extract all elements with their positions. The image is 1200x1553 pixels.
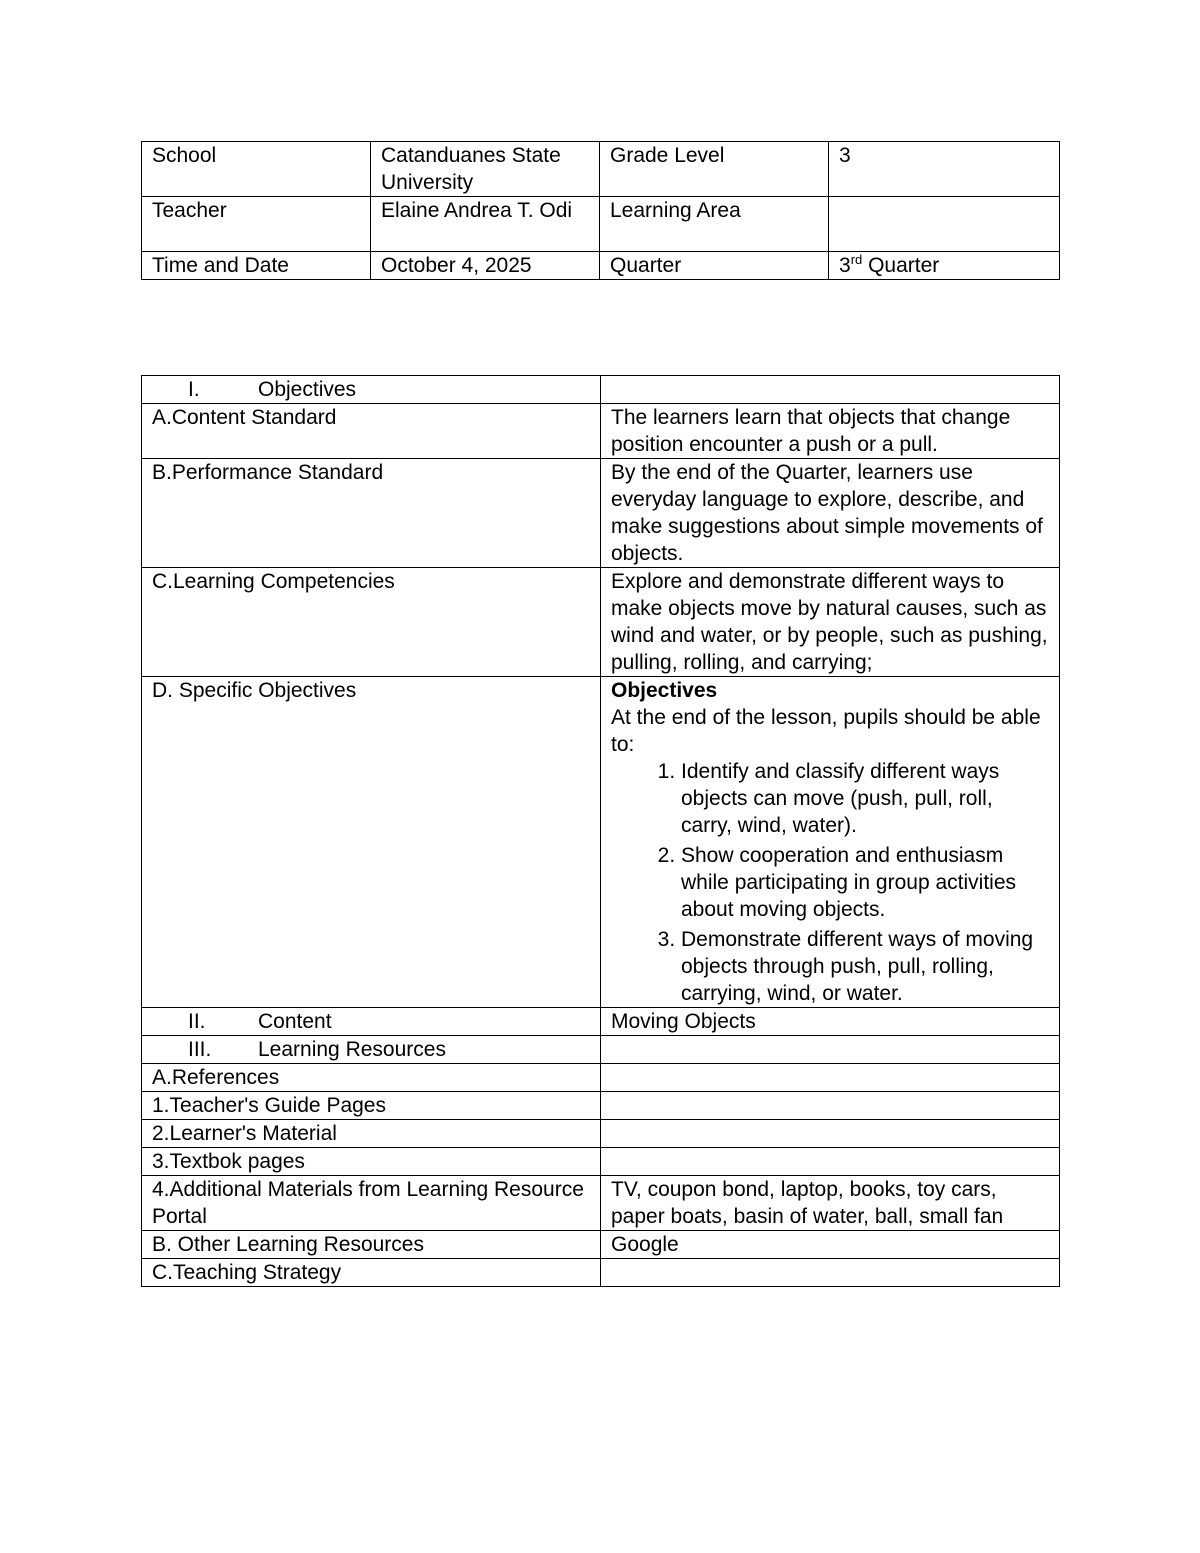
learning-resources-row xyxy=(142,1036,1060,1064)
objectives-heading xyxy=(142,376,601,404)
other-resources-label: B. Other Learning Resources xyxy=(142,1231,601,1259)
teacher-value: Elaine Andrea T. Odi xyxy=(371,197,600,252)
learning-area-value xyxy=(829,197,1060,252)
learning-competencies-row xyxy=(142,568,1060,677)
additional-materials-label: 4.Additional Materials from Learning Resource Portal xyxy=(142,1176,601,1231)
grade-level-label: Grade Level xyxy=(600,142,829,197)
learners-material-row xyxy=(142,1120,1060,1148)
performance-standard-row xyxy=(142,459,1060,568)
specific-objectives-list xyxy=(611,758,1049,1007)
header-info-table xyxy=(141,141,1060,280)
school-value: Catanduanes State University xyxy=(371,142,600,197)
specific-objectives-heading: Objectives xyxy=(611,679,718,702)
textbook-value xyxy=(601,1148,1060,1176)
additional-materials-row xyxy=(142,1176,1060,1231)
objectives-section-row xyxy=(142,376,1060,404)
content-section-row xyxy=(142,1008,1060,1036)
objective-item-3: 3. Demonstrate different ways of moving objects through push, pull, rolling, carrying, wind, or water. xyxy=(681,926,1049,1007)
grade-level-value: 3 xyxy=(829,142,1060,197)
textbook-row xyxy=(142,1148,1060,1176)
textbook-label: 3.Textbok pages xyxy=(142,1148,601,1176)
content-title: Content xyxy=(258,1010,332,1033)
learning-competencies-text: Explore and demonstrate different ways to make objects move by natural causes, such as wind and water, or by people, such as pushing, pulling, rolling, and carrying; xyxy=(601,568,1060,677)
objective-item-2: 2. Show cooperation and enthusiasm while participating in group activities about moving objects. xyxy=(681,842,1049,923)
additional-materials-value: TV, coupon bond, laptop, books, toy cars, paper boats, basin of water, ball, small fan xyxy=(601,1176,1060,1231)
learning-competencies-label: C.Learning Competencies xyxy=(142,568,601,677)
quarter-word: Quarter xyxy=(862,254,940,277)
school-label: School xyxy=(142,142,371,197)
teaching-strategy-row xyxy=(142,1259,1060,1287)
specific-objectives-cell xyxy=(601,677,1060,1008)
time-date-label: Time and Date xyxy=(142,252,371,280)
time-row xyxy=(142,252,1060,280)
content-standard-text: The learners learn that objects that change position encounter a push or a pull. xyxy=(601,404,1060,459)
quarter-number: 3 xyxy=(839,254,851,277)
learning-resources-numeral: III. xyxy=(188,1038,212,1061)
specific-objectives-intro: At the end of the lesson, pupils should be able to: xyxy=(611,706,1041,756)
teaching-strategy-label: C.Teaching Strategy xyxy=(142,1259,601,1287)
content-numeral: II. xyxy=(188,1010,206,1033)
content-standard-row xyxy=(142,404,1060,459)
learning-area-label: Learning Area xyxy=(600,197,829,252)
quarter-ordinal-suffix: rd xyxy=(850,252,863,267)
school-row xyxy=(142,142,1060,197)
references-row xyxy=(142,1064,1060,1092)
quarter-value xyxy=(829,252,1060,280)
references-value xyxy=(601,1064,1060,1092)
performance-standard-text: By the end of the Quarter, learners use everyday language to explore, describe, and make suggestions about simple movements of objects. xyxy=(601,459,1060,568)
teachers-guide-label: 1.Teacher's Guide Pages xyxy=(142,1092,601,1120)
performance-standard-label: B.Performance Standard xyxy=(142,459,601,568)
learners-material-label: 2.Learner's Material xyxy=(142,1120,601,1148)
objective-item-1: 1. Identify and classify different ways objects can move (push, pull, roll, carry, wind, water). xyxy=(681,758,1049,839)
teachers-guide-row xyxy=(142,1092,1060,1120)
teacher-row xyxy=(142,197,1060,252)
learning-resources-title: Learning Resources xyxy=(258,1038,446,1061)
content-value: Moving Objects xyxy=(601,1008,1060,1036)
other-resources-value: Google xyxy=(601,1231,1060,1259)
teacher-label: Teacher xyxy=(142,197,371,252)
learning-resources-heading xyxy=(142,1036,601,1064)
other-resources-row xyxy=(142,1231,1060,1259)
specific-objectives-row xyxy=(142,677,1060,1008)
content-standard-label: A.Content Standard xyxy=(142,404,601,459)
learning-resources-value xyxy=(601,1036,1060,1064)
lesson-plan-table xyxy=(141,375,1060,1287)
learners-material-value xyxy=(601,1120,1060,1148)
time-date-value: October 4, 2025 xyxy=(371,252,600,280)
objectives-title: Objectives xyxy=(258,378,357,401)
objectives-heading-value xyxy=(601,376,1060,404)
quarter-label: Quarter xyxy=(600,252,829,280)
teaching-strategy-value xyxy=(601,1259,1060,1287)
teachers-guide-value xyxy=(601,1092,1060,1120)
specific-objectives-label: D. Specific Objectives xyxy=(142,677,601,1008)
content-heading xyxy=(142,1008,601,1036)
references-label: A.References xyxy=(142,1064,601,1092)
objectives-numeral: I. xyxy=(188,378,200,401)
